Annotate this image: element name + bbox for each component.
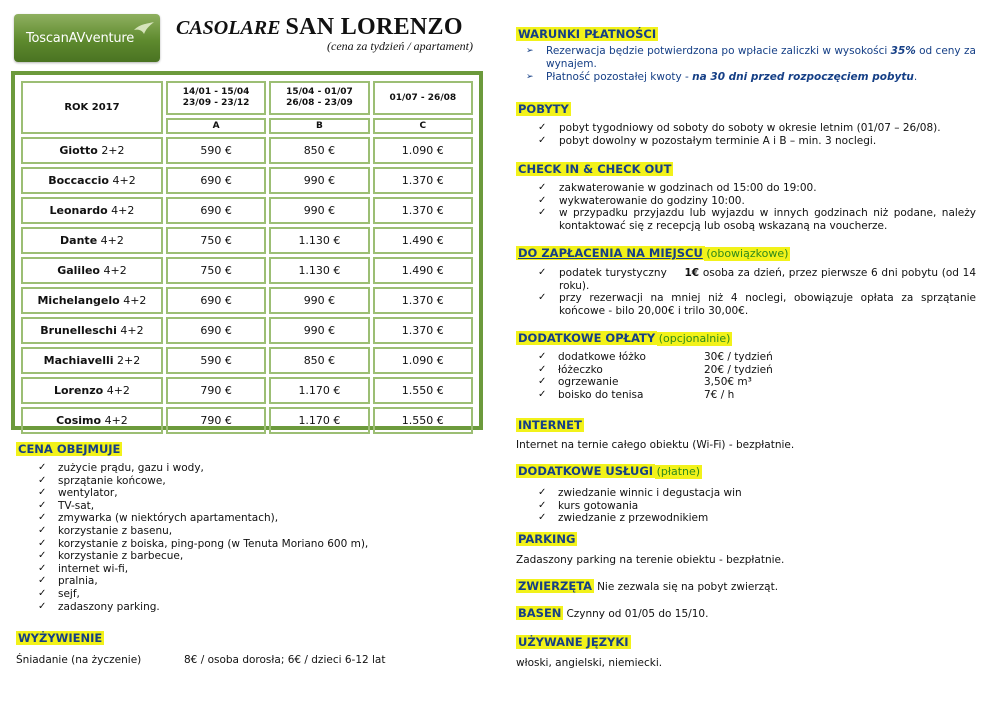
list-item: ✓ korzystanie z boiska, ping-pong (w Tenuta Moriano 600 m),: [16, 538, 486, 551]
title-name: SAN LORENZO: [285, 14, 463, 40]
price-cell-c: 1.370 €: [373, 197, 473, 224]
table-row: [21, 347, 473, 374]
price-cell-c: 1.550 €: [373, 377, 473, 404]
period-code-c: C: [373, 118, 473, 134]
zwierzeta-heading: ZWIERZĘTA: [518, 579, 593, 593]
price-cell-a: 690 €: [166, 317, 266, 344]
charge-value: 20€ / tydzień: [704, 363, 773, 376]
table-row: [21, 257, 473, 284]
list-item: ➢ Płatność pozostałej kwoty - na 30 dni przed rozpoczęciem pobytu.: [516, 71, 976, 84]
oplaty-heading: DODATKOWE OPŁATY: [518, 331, 656, 345]
apartment-cell: [21, 377, 163, 404]
apartment-capacity: 4+2: [104, 414, 128, 427]
uslugi-note: (płatne): [656, 465, 701, 478]
list-item: ✓ pralnia,: [16, 575, 486, 588]
list-item: ✓ przy rezerwacji na mniej niż 4 noclegi, obowiązuje opłata za sprzątanie końcowe - bilo 20,00€ i trilo 30,00€.: [516, 292, 976, 317]
apartment-capacity: 2+2: [117, 354, 141, 367]
price-cell-b: 990 €: [269, 167, 369, 194]
pobyty-heading: POBYTY: [518, 102, 569, 116]
charge-label: ✓ dodatkowe łóżko: [558, 351, 646, 363]
internet-heading: INTERNET: [518, 418, 582, 432]
period-code-a: A: [166, 118, 266, 134]
section-parking: [516, 532, 976, 567]
table-row: [21, 407, 473, 434]
apartment-name: Lorenzo: [53, 384, 104, 397]
uslugi-heading: DODATKOWE USŁUGI: [518, 464, 654, 478]
price-cell-b: 990 €: [269, 197, 369, 224]
list-item: [516, 351, 976, 364]
miejscu-note: (obowiązkowe): [706, 247, 789, 260]
list-item: ➢ Rezerwacja będzie potwierdzona po wpłacie zaliczki w wysokości 35% od ceny za wynajem.: [516, 45, 976, 71]
apartment-cell: [21, 227, 163, 254]
apartment-cell: [21, 317, 163, 344]
wyzywienie-row: [16, 654, 486, 667]
section-basen: [516, 606, 976, 620]
price-table-frame: [11, 71, 483, 430]
list-item: ✓ TV-sat,: [16, 500, 486, 513]
price-cell-a: 590 €: [166, 347, 266, 374]
price-cell-a: 690 €: [166, 197, 266, 224]
list-item: ✓ zadaszony parking.: [16, 601, 486, 614]
miejscu-list: [516, 267, 976, 317]
price-cell-c: 1.370 €: [373, 167, 473, 194]
apartment-capacity: 2+2: [101, 144, 125, 157]
year-header: ROK 2017: [21, 81, 163, 134]
apartment-cell: [21, 137, 163, 164]
section-internet: [516, 418, 976, 452]
parking-heading: PARKING: [518, 532, 576, 546]
jezyki-text: włoski, angielski, niemiecki.: [516, 657, 663, 669]
price-cell-c: 1.370 €: [373, 287, 473, 314]
section-uslugi: [516, 464, 976, 525]
miejscu-heading: DO ZAPŁACENIA NA MIEJSCU: [518, 246, 703, 260]
list-item: ✓ pobyt tygodniowy od soboty do soboty w okresie letnim (01/07 – 26/08).: [516, 122, 976, 135]
section-oplaty: [516, 331, 976, 401]
section-cena: [16, 442, 486, 613]
apartment-capacity: 4+2: [112, 174, 136, 187]
zwierzeta-text: Nie zezwala się na pobyt zwierząt.: [597, 581, 779, 593]
price-cell-c: 1.490 €: [373, 227, 473, 254]
apartment-name: Cosimo: [56, 414, 102, 427]
table-row: [21, 377, 473, 404]
section-checkin: [516, 162, 976, 232]
oplaty-list: [516, 351, 976, 401]
price-cell-a: 750 €: [166, 257, 266, 284]
apartment-name: Leonardo: [49, 204, 108, 217]
parking-text: Zadaszony parking na terenie obiektu - bezpłatnie.: [516, 554, 785, 566]
list-item: ✓ zwiedzanie z przewodnikiem: [516, 512, 976, 525]
section-pobyty: [516, 102, 976, 147]
checkin-list: [516, 182, 976, 232]
brand-logo: [14, 14, 160, 62]
price-cell-b: 1.170 €: [269, 377, 369, 404]
price-cell-a: 790 €: [166, 407, 266, 434]
warunki-heading: WARUNKI PŁATNOŚCI: [518, 27, 657, 41]
apartment-name: Brunelleschi: [40, 324, 117, 337]
price-cell-c: 1.090 €: [373, 137, 473, 164]
page-title: [176, 14, 476, 54]
list-item: ✓ pobyt dowolny w pozostałym terminie A i B – min. 3 noclegi.: [516, 135, 976, 148]
price-cell-c: 1.490 €: [373, 257, 473, 284]
apartment-capacity: 4+2: [123, 294, 147, 307]
charge-label: ✓ boisko do tenisa: [558, 388, 644, 401]
list-item: ✓ zużycie prądu, gazu i wody,: [16, 462, 486, 475]
charge-value: 3,50€ m³: [704, 376, 752, 389]
section-jezyki: [516, 635, 976, 670]
period-code-b: B: [269, 118, 369, 134]
apartment-cell: [21, 347, 163, 374]
section-warunki: [516, 27, 976, 84]
wyzywienie-value: 8€ / osoba dorosła; 6€ / dzieci 6-12 lat: [184, 654, 386, 666]
price-cell-b: 1.130 €: [269, 227, 369, 254]
price-cell-c: 1.090 €: [373, 347, 473, 374]
table-row: [21, 197, 473, 224]
price-cell-a: 750 €: [166, 227, 266, 254]
period-header-c: 01/07 - 26/08: [373, 81, 473, 115]
apartment-name: Machiavelli: [43, 354, 114, 367]
apartment-cell: [21, 407, 163, 434]
uslugi-list: [516, 487, 976, 525]
charge-label: ✓ ogrzewanie: [558, 376, 619, 389]
section-miejscu: [516, 246, 976, 317]
list-item: ✓ internet wi-fi,: [16, 563, 486, 576]
cena-list: [16, 462, 486, 613]
title-subtitle: (cena za tydzień / apartament): [327, 39, 473, 53]
apartment-cell: [21, 257, 163, 284]
price-cell-b: 990 €: [269, 287, 369, 314]
price-cell-b: 1.170 €: [269, 407, 369, 434]
list-item: ✓ korzystanie z basenu,: [16, 525, 486, 538]
list-item: ✓ wykwaterowanie do godziny 10:00.: [516, 195, 976, 208]
internet-text: Internet na ternie całego obiektu (Wi-Fi) - bezpłatnie.: [516, 439, 795, 451]
title-line: [176, 14, 476, 41]
table-row: [21, 317, 473, 344]
apartment-name: Michelangelo: [37, 294, 120, 307]
apartment-capacity: 4+2: [111, 204, 135, 217]
table-row: [21, 287, 473, 314]
list-item: [516, 364, 976, 377]
price-table-body: [21, 137, 473, 434]
pobyty-list: [516, 122, 976, 147]
swallow-icon: [132, 20, 156, 38]
wyzywienie-heading: WYŻYWIENIE: [18, 631, 103, 645]
section-zwierzeta: [516, 579, 976, 593]
charge-value: 7€ / h: [704, 388, 735, 401]
apartment-capacity: 4+2: [120, 324, 144, 337]
basen-heading: BASEN: [518, 606, 562, 620]
title-prefix: CASOLARE: [176, 17, 286, 39]
apartment-cell: [21, 167, 163, 194]
price-cell-b: 990 €: [269, 317, 369, 344]
warunki-list: [516, 45, 976, 84]
price-cell-c: 1.370 €: [373, 317, 473, 344]
period-header-b: 15/04 - 01/07 26/08 - 23/09: [269, 81, 369, 115]
table-row: [21, 167, 473, 194]
apartment-capacity: 4+2: [103, 264, 127, 277]
charge-value: 30€ / tydzień: [704, 351, 773, 363]
list-item: ✓ zmywarka (w niektórych apartamentach),: [16, 512, 486, 525]
checkin-heading: CHECK IN & CHECK OUT: [518, 162, 672, 176]
price-cell-b: 850 €: [269, 347, 369, 374]
list-item: ✓ zakwaterowanie w godzinach od 15:00 do 19:00.: [516, 182, 976, 195]
price-cell-b: 850 €: [269, 137, 369, 164]
period-header-a: 14/01 - 15/04 23/09 - 23/12: [166, 81, 266, 115]
price-cell-a: 790 €: [166, 377, 266, 404]
apartment-capacity: 4+2: [100, 234, 124, 247]
list-item: ✓ w przypadku przyjazdu lub wyjazdu w innych godzinach niż podane, należy kontaktować się z recepcją lub osobą wskazaną na voucherze.: [516, 207, 976, 232]
apartment-name: Giotto: [59, 144, 98, 157]
apartment-capacity: 4+2: [106, 384, 130, 397]
list-item: [516, 389, 976, 402]
logo-text: ToscanAVventure: [26, 31, 135, 46]
list-item: ✓ wentylator,: [16, 487, 486, 500]
charge-label: ✓ łóżeczko: [558, 363, 603, 376]
apartment-cell: [21, 287, 163, 314]
section-wyzywienie: [16, 631, 486, 667]
list-item: ✓ zwiedzanie winnic i degustacja win: [516, 487, 976, 500]
table-row: [21, 227, 473, 254]
table-row: [21, 137, 473, 164]
list-item: [516, 376, 976, 389]
list-item: ✓ sejf,: [16, 588, 486, 601]
list-item: ✓ korzystanie z barbecue,: [16, 550, 486, 563]
price-cell-b: 1.130 €: [269, 257, 369, 284]
oplaty-note: (opcjonalnie): [658, 332, 731, 345]
list-item: ✓ podatek turystyczny 1€ osoba za dzień, przez pierwsze 6 dni pobytu (od 14 roku).: [516, 267, 976, 292]
list-item: ✓ sprzątanie końcowe,: [16, 475, 486, 488]
price-cell-c: 1.550 €: [373, 407, 473, 434]
price-cell-a: 590 €: [166, 137, 266, 164]
price-cell-a: 690 €: [166, 167, 266, 194]
wyzywienie-label: Śniadanie (na życzenie): [16, 654, 142, 666]
price-table: [18, 78, 476, 437]
apartment-cell: [21, 197, 163, 224]
basen-text: Czynny od 01/05 do 15/10.: [566, 608, 709, 620]
cena-heading: CENA OBEJMUJE: [18, 442, 121, 456]
apartment-name: Dante: [60, 234, 98, 247]
apartment-name: Galileo: [57, 264, 100, 277]
jezyki-heading: UŻYWANE JĘZYKI: [518, 635, 629, 649]
list-item: ✓ kurs gotowania: [516, 500, 976, 513]
price-cell-a: 690 €: [166, 287, 266, 314]
apartment-name: Boccaccio: [48, 174, 109, 187]
